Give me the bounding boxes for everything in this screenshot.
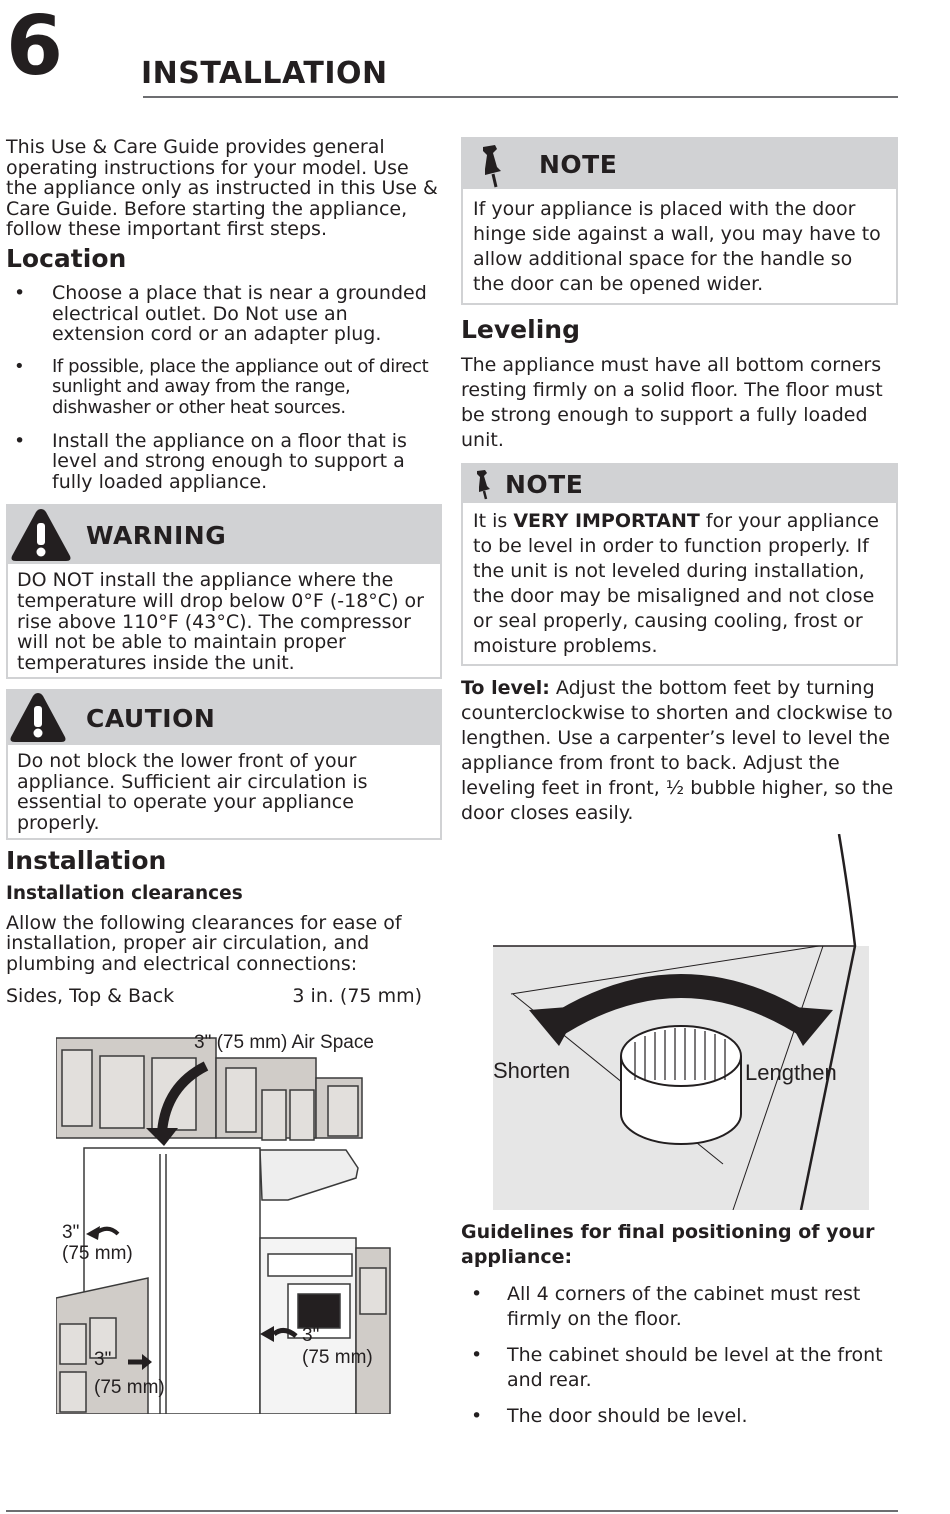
clearance-diagram <box>56 1028 396 1414</box>
caution-header <box>8 691 440 745</box>
guidelines-section <box>461 1220 898 1429</box>
warning-text: DO NOT install the appliance where the temperature will drop below 0°F (-18°C) or rise above 110°F (43°C). The compressor will not be able to maintain proper temperatures inside the unit. <box>17 569 424 674</box>
note-text-rest: for your appliance to be level in order to function properly. If the unit is not leveled during installation, the door may be misaligned and not close or seal properly, causing cooling, frost or moisture problems. <box>473 510 879 657</box>
caution-icon <box>8 691 70 745</box>
note-text: If your appliance is placed with the door hinge side against a wall, you may have to allow additional space for the handle so the door can be opened wider. <box>473 198 881 295</box>
caution-body <box>8 745 440 837</box>
intro-paragraph: This Use & Care Guide provides general operating instructions for your model. Use the appliance only as instructed in this Use & Care Guide. Before starting the appliance, follow these important first steps. <box>6 136 438 241</box>
left-column <box>6 137 442 1007</box>
pushpin-icon <box>463 139 519 189</box>
note-body-important <box>463 503 896 664</box>
warning-icon <box>8 506 74 564</box>
right-column <box>461 137 898 826</box>
page-title: INSTALLATION <box>141 56 388 91</box>
clearance-label: Sides, Top & Back <box>6 985 175 1008</box>
diagram-left-label: 3" <box>62 1222 80 1243</box>
note-text-emphasis: VERY IMPORTANT <box>513 510 700 532</box>
guidelines-list <box>461 1282 898 1429</box>
guidelines-heading: Guidelines for final positioning of your appliance: <box>461 1221 875 1268</box>
note-header-important <box>463 465 896 503</box>
note-body <box>463 189 896 303</box>
diagram-right-label: 3" <box>302 1325 320 1346</box>
note-box <box>461 137 898 305</box>
note-label-important: NOTE <box>505 469 584 499</box>
note-text-important <box>473 509 888 659</box>
diagram-bottom-label-mm: (75 mm) <box>94 1377 165 1398</box>
note-label: NOTE <box>539 149 618 179</box>
note-text-prefix: It is <box>473 510 514 532</box>
diagram-bottom-label: 3" <box>94 1349 112 1370</box>
location-list <box>6 283 442 492</box>
list-item: • Install the appliance on a floor that is level and strong enough to support a fully loaded appliance. <box>6 431 442 493</box>
installation-text: Allow the following clearances for ease of installation, proper air circulation, and plumbing and electrical connections: <box>6 911 402 975</box>
title-divider <box>143 96 898 98</box>
warning-label: WARNING <box>86 520 227 550</box>
list-item: • All 4 corners of the cabinet must rest firmly on the floor. <box>461 1282 898 1332</box>
diagram-right-label-mm: (75 mm) <box>302 1347 373 1368</box>
leveling-diagram <box>493 834 869 1210</box>
list-item: • Choose a place that is near a grounded electrical outlet. Do Not use an extension cord or an adapter plug. <box>6 283 442 345</box>
note-box-important <box>461 463 898 666</box>
installation-subheading: Installation clearances <box>6 882 243 904</box>
to-level-text: Adjust the bottom feet by turning counterclockwise to shorten and clockwise to lengthen. Use a carpenter’s level to level the appliance from front to back. Adjust the leveling feet in front, ½ bubble higher, so the door closes easily. <box>461 677 894 824</box>
warning-header <box>8 506 440 564</box>
caution-box <box>6 689 442 839</box>
list-item: • The door should be level. <box>461 1404 898 1429</box>
installation-heading: Installation <box>6 845 167 875</box>
note-header <box>463 139 896 189</box>
location-heading: Location <box>6 243 127 273</box>
diagram-left-label-mm: (75 mm) <box>62 1243 133 1264</box>
diagram-top-label: 3" (75 mm) Air Space <box>194 1032 374 1053</box>
pushpin-icon <box>463 465 503 503</box>
clearance-row <box>6 985 422 1007</box>
warning-box <box>6 504 442 679</box>
caution-text: Do not block the lower front of your appliance. Sufficient air circulation is essential to operate your appliance properly. <box>17 750 368 835</box>
to-level-label: To level: <box>461 677 550 699</box>
to-level-paragraph <box>461 676 898 826</box>
list-item: • If possible, place the appliance out of direct sunlight and away from the range, dishwasher or other heat sources. <box>6 357 442 419</box>
page-number: 6 <box>6 0 62 94</box>
lengthen-label: Lengthen <box>745 1060 837 1085</box>
shorten-label: Shorten <box>493 1058 571 1083</box>
warning-body <box>8 564 440 677</box>
caution-label: CAUTION <box>86 703 216 733</box>
list-item: • The cabinet should be level at the front and rear. <box>461 1343 898 1393</box>
leveling-text: The appliance must have all bottom corners resting firmly on a solid floor. The floor must be strong enough to support a fully loaded unit. <box>461 354 883 451</box>
leveling-heading: Leveling <box>461 315 580 344</box>
clearance-value: 3 in. (75 mm) <box>292 985 422 1008</box>
footer-divider <box>6 1510 898 1512</box>
